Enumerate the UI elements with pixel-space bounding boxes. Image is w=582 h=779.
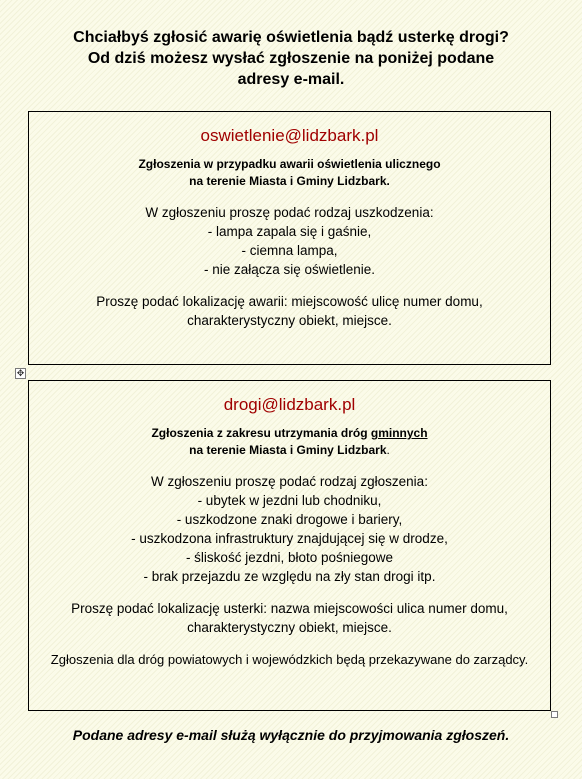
list-item: - uszkodzona infrastruktury znajdującej się w drodze, — [131, 531, 448, 546]
list-item: - uszkodzone znaki drogowe i bariery, — [176, 512, 403, 527]
header-line-3: adresy e-mail. — [237, 71, 345, 88]
roads-location-1: Proszę podać lokalizację usterki: nazwa miejscowości ulica numer domu, — [71, 601, 508, 616]
roads-subtitle-1-main: Zgłoszenia z zakresu utrzymania dróg — [151, 426, 371, 440]
roads-email[interactable]: drogi@lidzbark.pl — [223, 395, 356, 414]
list-item: - nie załącza się oświetlenie. — [203, 262, 376, 277]
list-item: - lampa zapala się i gaśnie, — [207, 224, 372, 239]
roads-subtitle-2-main: na terenie Miasta i Gminy Lidzbark — [189, 443, 387, 457]
header-line-2: Od dziś możesz wysłać zgłoszenie na poniżej podane — [87, 50, 495, 67]
lighting-location-1: Proszę podać lokalizację awarii: miejscowość ulicę numer domu, — [96, 294, 483, 309]
header-line-1: Chciałbyś zgłosić awarię oświetlenia bądź usterkę drogi? — [73, 29, 509, 46]
list-item: - brak przejazdu ze względu na zły stan drogi itp. — [143, 569, 436, 584]
lighting-report-box — [28, 111, 551, 365]
roads-subtitle-2-end: . — [386, 443, 390, 457]
roads-intro: W zgłoszeniu proszę podać rodzaj zgłoszenia: — [151, 474, 428, 489]
table-resize-handle-icon[interactable] — [551, 711, 558, 718]
roads-note: Zgłoszenia dla dróg powiatowych i wojewódzkich będą przekazywane do zarządcy. — [50, 652, 529, 667]
lighting-email[interactable]: oswietlenie@lidzbark.pl — [200, 126, 379, 145]
page-header — [0, 27, 582, 90]
roads-subtitle-1 — [29, 425, 550, 442]
list-item: - ciemna lampa, — [241, 243, 338, 258]
lighting-subtitle-1: Zgłoszenia w przypadku awarii oświetlenia ulicznego — [138, 157, 441, 171]
roads-report-box — [28, 380, 551, 711]
lighting-subtitle-2: na terenie Miasta i Gminy Lidzbark. — [189, 174, 390, 188]
lighting-location-2: charakterystyczny obiekt, miejsce. — [187, 313, 392, 328]
roads-subtitle-1-underlined: gminnych — [370, 426, 428, 440]
roads-subtitle-2 — [29, 442, 550, 459]
lighting-intro: W zgłoszeniu proszę podać rodzaj uszkodzenia: — [145, 205, 434, 220]
list-item: - śliskość jezdni, błoto pośniegowe — [185, 550, 394, 565]
list-item: - ubytek w jezdni lub chodniku, — [197, 493, 382, 508]
roads-location-2: charakterystyczny obiekt, miejsce. — [187, 620, 392, 635]
table-move-handle-icon[interactable]: ✥ — [16, 368, 25, 378]
footer-note: Podane adresy e-mail służą wyłącznie do przyjmowania zgłoszeń. — [72, 727, 510, 743]
